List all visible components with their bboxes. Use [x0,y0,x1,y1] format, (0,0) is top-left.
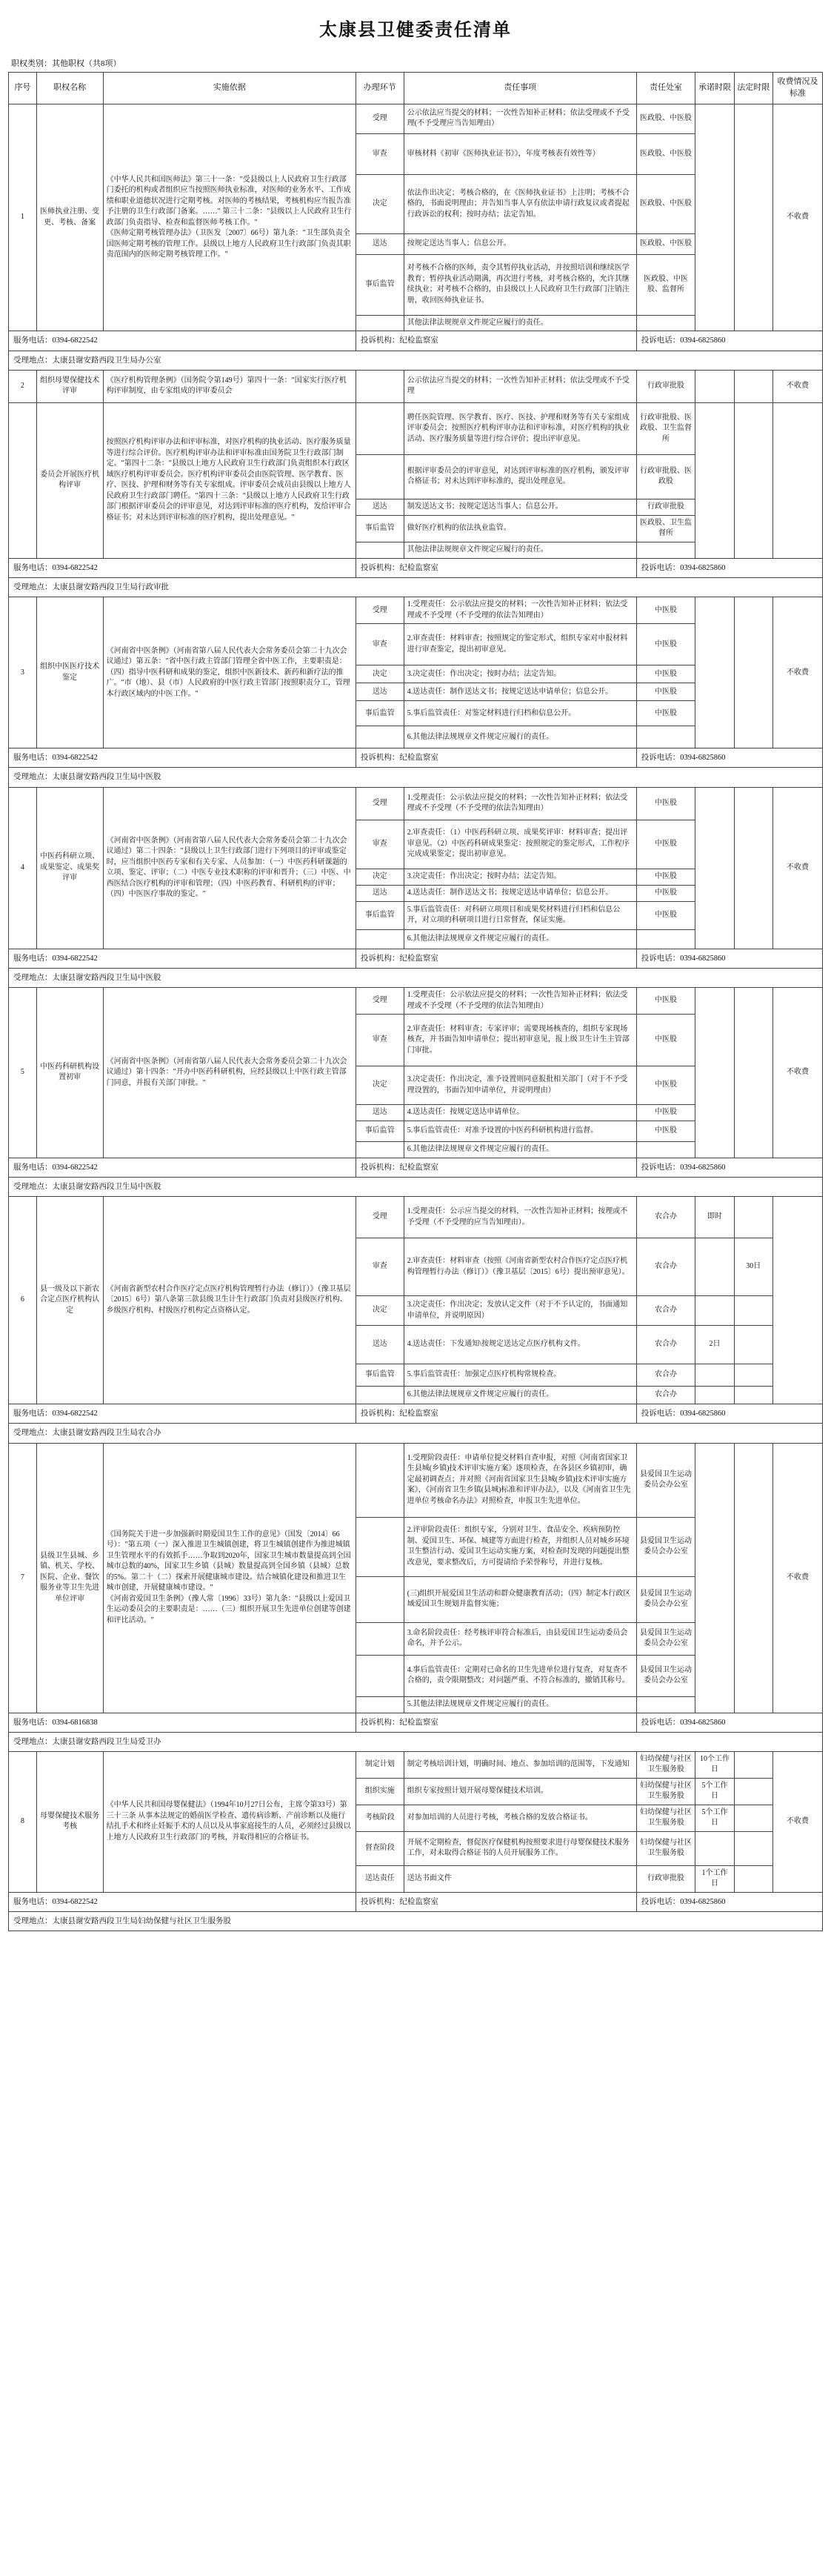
item-legal-time [734,402,772,558]
stage-name: 受理 [356,988,404,1015]
item-fee: 不收费 [772,787,822,949]
stage-duty: 3.决定责任：作出决定；发放认定文件（对于不予认定的，书面通知申请单位，并说明原因） [404,1296,636,1326]
item-basis: 《河南省新型农村合作医疗定点医疗机构管理暂行办法（修订）》（豫卫基层〔2015〕6号）第八条第三款县级卫生计生行政部门负责对县级医疗机构、乡级医疗机构、村级医疗机构定点资格认定。 [103,1197,356,1404]
stage-dept: 行政审批股 [636,499,695,515]
stage-dept: 中医股 [636,869,695,885]
complaint-phone: 投诉电话：0394-6825860 [636,1158,822,1177]
stage-dept [636,929,695,949]
stage-duty: 3.决定责任：作出决定；按时办结；法定告知。 [404,665,636,683]
header-cell: 职权名称 [36,73,103,104]
item-legal-time [734,597,772,748]
item-promise-time [695,104,734,331]
item-number [9,402,37,558]
stage-name: 受理 [356,104,404,133]
stage-duty: 4.事后监管责任：定期对已命名的卫生先进单位进行复查，对复查不合格的，责令限期整改；对问题严重、不符合标准的，撤销其称号。 [404,1655,636,1696]
table-row [9,1443,823,1517]
stage-name [356,1655,404,1696]
complaint-org: 投诉机构：纪检监察室 [356,558,636,577]
table-row [9,104,823,133]
stage-legal-time [734,1387,772,1404]
stage-duty: 1.受理责任：公示应当提交的材料，一次性告知补正材料；按理或不予受理（不予受理的应当告知理由）。 [404,1197,636,1238]
stage-legal-time [734,1805,772,1831]
acceptance-address: 受理地点：太康县谢安路西段卫生局农合办 [9,1424,823,1443]
stage-dept: 农合办 [636,1197,695,1238]
table-row [9,1197,823,1238]
service-phone: 服务电话：0394-6822542 [9,949,356,968]
stage-name: 事后监管 [356,1121,404,1142]
stage-duty: 组织专家按照计划开展母婴保健技术培训。 [404,1778,636,1805]
acceptance-address: 受理地点：太康县谢安路西段卫生局办公室 [9,351,823,370]
stage-legal-time [734,1865,772,1892]
stage-legal-time [734,1326,772,1364]
stage-dept: 行政审批股 [636,1865,695,1892]
item-number: 1 [9,104,37,331]
contact-row [9,949,823,968]
complaint-phone: 投诉电话：0394-6825860 [636,558,822,577]
stage-name: 决定 [356,665,404,683]
complaint-org: 投诉机构：纪检监察室 [356,1713,636,1732]
item-name: 委员会开展医疗机构评审 [36,402,103,558]
stage-name: 事后监管 [356,254,404,315]
stage-duty: 5.其他法律法规规章文件规定应履行的责任。 [404,1696,636,1713]
stage-name: 决定 [356,869,404,885]
item-number: 5 [9,988,37,1158]
item-promise-time [695,402,734,558]
stage-duty: 送达书面文件 [404,1865,636,1892]
item-fee: 不收费 [772,1443,822,1713]
stage-dept: 中医股 [636,683,695,701]
address-row [9,1177,823,1196]
stage-dept: 中医股 [636,1066,695,1105]
category-line: 职权类别：其他职权（共8项） [11,59,121,68]
service-phone: 服务电话：0394-6816838 [9,1713,356,1732]
item-legal-time [734,988,772,1158]
stage-name: 送达 [356,499,404,515]
stage-dept: 农合办 [636,1364,695,1387]
stage-duty: 6.其他法律法规规章文件规定应履行的责任。 [404,1387,636,1404]
stage-promise-time: 即时 [695,1197,734,1238]
item-promise-time [695,988,734,1158]
stage-dept: 县爱国卫生运动委员会办公室 [636,1655,695,1696]
stage-name: 受理 [356,787,404,820]
stage-dept: 县爱国卫生运动委员会办公室 [636,1622,695,1655]
address-row [9,1424,823,1443]
stage-name [356,1622,404,1655]
stage-name: 制定计划 [356,1751,404,1778]
stage-promise-time: 2日 [695,1326,734,1364]
responsibility-table [8,72,823,1931]
page [8,0,823,1931]
address-row [9,1912,823,1931]
stage-legal-time [734,1778,772,1805]
stage-duty: 其他法律法规规章文件规定应履行的责任。 [404,542,636,558]
stage-name: 审查 [356,820,404,869]
complaint-phone: 投诉电话：0394-6825860 [636,1892,822,1911]
stage-name: 送达 [356,1326,404,1364]
stage-name: 送达 [356,1105,404,1121]
item-number: 7 [9,1443,37,1713]
item-legal-time [734,370,772,402]
stage-duty: 6.其他法律法规规章文件规定应履行的责任。 [404,1142,636,1158]
stage-promise-time [695,1831,734,1865]
stage-duty: 5.事后监管责任：对准予设置的中医药科研机构进行监督。 [404,1121,636,1142]
stage-name [356,402,404,454]
contact-row [9,558,823,577]
stage-duty: 4.送达责任：制作送达文书；按规定送达申请单位；信息公开。 [404,683,636,701]
stage-dept: 行政审批股、医政股、卫生监督所 [636,402,695,454]
complaint-org: 投诉机构：纪检监察室 [356,949,636,968]
stage-name: 决定 [356,1296,404,1326]
table-row [9,402,823,454]
stage-duty: 2.评审阶段责任：组织专家，分别对卫生、食品安全、疾病预防控制、爱国卫生、环保、城建等方面进行检查，并组织人员对城乡环境卫生整洁行动、爱国卫生运动实施方案，对检查时发现的问题提出整改意见，要求整改后，方可提请给予荣誉称号，并进行复核。 [404,1517,636,1576]
stage-duty: 公示依法应当提交的材料；一次性告知补正材料；依法受理或不予受理 [404,370,636,402]
address-row [9,578,823,597]
stage-dept: 行政审批股、医政股 [636,454,695,499]
stage-duty: 4.送达责任：按规定送达申请单位。 [404,1105,636,1121]
stage-dept [636,542,695,558]
header-cell: 责任事项 [404,73,636,104]
address-row [9,968,823,987]
stage-dept: 医政股、中医股、监督所 [636,254,695,315]
stage-name [356,1576,404,1622]
table-header-row [9,73,823,104]
stage-name: 事后监管 [356,515,404,542]
table-row [9,1751,823,1778]
service-phone: 服务电话：0394-6822542 [9,1404,356,1424]
stage-duty: 对考核不合格的医师，责令其暂停执业活动，并按照培训和继续医学教育；暂停执业活动期满，再次进行考核，对考核合格的，允许其继续执业；对考核不合格的，由县级以上人民政府卫生行政部门注销注册，收回医师执业证书。 [404,254,636,315]
stage-duty: 1.受理责任：公示依法应提交的材料；一次性告知补正材料；依法受理或不予受理（不予受理的依法告知理由） [404,787,636,820]
stage-dept: 农合办 [636,1387,695,1404]
complaint-phone: 投诉电话：0394-6825860 [636,1713,822,1732]
complaint-phone: 投诉电话：0394-6825860 [636,949,822,968]
contact-row [9,1404,823,1424]
stage-name: 受理 [356,597,404,624]
table-row [9,597,823,624]
stage-duty: 4.送达责任：制作送达文书；按规定送达申请单位；信息公开。 [404,885,636,901]
stage-name [356,315,404,331]
complaint-phone: 投诉电话：0394-6825860 [636,1404,822,1424]
item-name: 中医药科研立项、成果鉴定、成果奖评审 [36,787,103,949]
stage-duty: 聘任医院管理、医学教育、医疗、医技、护理和财务等有关专家组成评审委员会；按照医疗机构评审办法和评审标准，对医疗机构的执业活动、医疗服务质量等进行综合评价；提出评审意见。 [404,402,636,454]
acceptance-address: 受理地点：太康县谢安路西段卫生局中医股 [9,968,823,987]
stage-name: 送达 [356,233,404,254]
stage-dept: 县爱国卫生运动委员会办公室 [636,1443,695,1517]
acceptance-address: 受理地点：太康县谢安路西段卫生局中医股 [9,1177,823,1196]
acceptance-address: 受理地点：太康县谢安路西段卫生局爱卫办 [9,1732,823,1751]
item-name: 组织中医医疗技术鉴定 [36,597,103,748]
stage-dept: 行政审批股 [636,370,695,402]
stage-promise-time [695,1364,734,1387]
header-cell: 办理环节 [356,73,404,104]
stage-legal-time [734,1831,772,1865]
stage-promise-time: 5个工作日 [695,1805,734,1831]
stage-duty: 其他法律法规规章文件规定应履行的责任。 [404,315,636,331]
contact-row [9,1158,823,1177]
stage-dept: 县爱国卫生运动委员会办公室 [636,1576,695,1622]
header-cell: 法定时限 [734,73,772,104]
stage-name: 审查 [356,1238,404,1296]
contact-row [9,1713,823,1732]
stage-duty: 依法作出决定；考核合格的，在《医师执业证书》上注明；考核不合格的，书面说明理由；并告知当事人享有依法申请行政复议或者提起行政诉讼的权利；按时办结；法定告知。 [404,174,636,233]
complaint-org: 投诉机构：纪检监察室 [356,1404,636,1424]
stage-duty: 2.审查责任：（1）中医药科研立项、成果奖评审：材料审查；提出评审意见。（2）中医药科研成果鉴定：按照规定的鉴定形式，工作程序完成成果鉴定；提出初审意见。 [404,820,636,869]
item-basis: 《医疗机构管理条例》（国务院令第149号）第四十一条："国家实行医疗机构评审制度，由专家组成的评审委员会 [103,370,356,402]
stage-duty: 开展不定期检查，督促医疗保健机构按照要求进行母婴保健技术服务工作，对未取得合格证书的人员开展服务工作。 [404,1831,636,1865]
stage-name: 事后监管 [356,701,404,726]
stage-name: 督查阶段 [356,1831,404,1865]
stage-duty: 1.受理责任：公示依法应提交的材料；一次性告知补正材料；依法受理或不予受理（不予受理的依法告知理由） [404,988,636,1015]
item-number: 8 [9,1751,37,1892]
stage-duty: 6.其他法律法规规章文件规定应履行的责任。 [404,929,636,949]
stage-dept: 中医股 [636,901,695,929]
stage-duty: 2.审查责任：材料审查；专家评审；需要现场核查的，组织专家现场核查，并书面告知申请单位；提出初审意见，报上级卫生计生主管部门审批。 [404,1015,636,1066]
stage-dept: 妇幼保健与社区卫生服务股 [636,1805,695,1831]
stage-duty: 公示依法应当提交的材料；一次性告知补正材料；依法受理或不予受理(不予受理应当告知理由） [404,104,636,133]
item-fee: 不收费 [772,370,822,402]
stage-name: 事后监管 [356,901,404,929]
stage-dept: 农合办 [636,1296,695,1326]
address-row [9,351,823,370]
stage-dept [636,1142,695,1158]
item-name: 组织母婴保健技术评审 [36,370,103,402]
header-cell: 承诺时限 [695,73,734,104]
stage-promise-time: 1个工作日 [695,1865,734,1892]
stage-name: 审查 [356,1015,404,1066]
item-name: 县一级及以下新农合定点医疗机构认定 [36,1197,103,1404]
stage-dept: 县爱国卫生运动委员会办公室 [636,1517,695,1576]
address-row [9,768,823,787]
item-fee: 不收费 [772,1751,822,1892]
stage-dept: 中医股 [636,787,695,820]
complaint-org: 投诉机构：纪检监察室 [356,331,636,351]
stage-duty: 5.事后监管责任：加强定点医疗机构常规检查。 [404,1364,636,1387]
item-basis: 《国务院关于进一步加强新时期爱国卫生工作的意见》（国发〔2014〕66号）："第五项（一）深入推进卫生城镇创建，将卫生城镇创建作为推进城镇卫生管理水平的有效抓手……争取到2020年，国家卫生城市数量提高到全国城市总数的40%，国家卫生乡镇（县城）数量提高到全国乡镇（县城）总数的5%。第二十（二）探索开展健康城市建设。结合城镇化建设和推进卫生城市创建，开展健康城市建设。" 《河南省爱国卫生条例》（豫人常〔1996〕33号）第九条："县级以上爱国卫生运动委员会的主要职责是：……（三）组织开展卫生先进单位创建等创建和评比活动。" [103,1443,356,1713]
stage-dept [636,315,695,331]
stage-duty: 审核材料《初审《医师执业证书》》，年度考核表有效性等） [404,133,636,174]
stage-name [356,1443,404,1517]
table-row [9,787,823,820]
stage-duty: 制定考核培训计划，明确时间、地点、参加培训的范围等，下发通知 [404,1751,636,1778]
table-row [9,988,823,1015]
item-promise-time [695,370,734,402]
stage-name [356,1142,404,1158]
stage-promise-time [695,1296,734,1326]
stage-name: 审查 [356,133,404,174]
stage-name [356,726,404,748]
stage-dept: 中医股 [636,1015,695,1066]
item-number: 4 [9,787,37,949]
stage-name: 决定 [356,1066,404,1105]
stage-dept: 中医股 [636,624,695,665]
stage-duty: 3.决定责任：作出决定，准予设置则同意报批相关部门（对于不予受理设置的，书面告知申请单位，并说明理由） [404,1066,636,1105]
stage-name: 组织实施 [356,1778,404,1805]
item-legal-time [734,787,772,949]
stage-legal-time [734,1364,772,1387]
stage-duty: 2.审查责任：材料审查；按照规定的鉴定形式，组织专家对申报材料进行审查鉴定，提出初审意见。 [404,624,636,665]
stage-dept: 中医股 [636,701,695,726]
stage-duty: 对参加培训的人员进行考核，考核合格的发放合格证书。 [404,1805,636,1831]
service-phone: 服务电话：0394-6822542 [9,331,356,351]
stage-name [356,1517,404,1576]
stage-dept [636,726,695,748]
stage-dept: 医政股、中医股 [636,104,695,133]
item-fee: 不收费 [772,597,822,748]
contact-row [9,331,823,351]
item-basis: 《河南省中医条例》（河南省第八届人民代表大会常务委员会第二十九次会议通过）第十四条："开办中医药科研机构，应经县级以上中医行政主管部门同意，并报有关部门审批。" [103,988,356,1158]
stage-duty: 根据评审委员会的评审意见，对达到评审标准的医疗机构，颁发评审合格证书；对未达到评审标准的，提出处理意见。 [404,454,636,499]
acceptance-address: 受理地点：太康县谢安路西段卫生局行政审批 [9,578,823,597]
service-phone: 服务电话：0394-6822542 [9,748,356,768]
complaint-org: 投诉机构：纪检监察室 [356,1892,636,1911]
stage-duty: 1.受理责任：公示依法应提交的材料；一次性告知补正材料；依法受理或不予受理（不予受理的依法告知理由） [404,597,636,624]
complaint-org: 投诉机构：纪检监察室 [356,748,636,768]
item-basis: 《河南省中医条例》（河南省第八届人民代表大会常务委员会第二十九次会议通过）第五条："省中医行政主管部门管理全省中医工作，主要职责是：（四）指导中医科研和成果的鉴定，组织中医新技术、新药和新疗法的推广。"市（地）、县（市）人民政府的中医行政主管部门按照职责分工，管理本行政区域内的中医工作。" [103,597,356,748]
item-name: 医师执业注册、变更、考核、备案 [36,104,103,331]
stage-name: 受理 [356,1197,404,1238]
item-name: 中医药科研机构设置初审 [36,988,103,1158]
stage-promise-time: 10个工作日 [695,1751,734,1778]
header-cell: 实施依据 [103,73,356,104]
stage-name [356,1387,404,1404]
table-body [9,104,823,1931]
header-cell: 责任处室 [636,73,695,104]
stage-dept: 医政股、卫生监督所 [636,515,695,542]
item-promise-time [695,1443,734,1713]
item-fee [772,1197,822,1404]
stage-duty: 4.送达责任：下发通知\按规定送达定点医疗机构文件。 [404,1326,636,1364]
stage-dept: 中医股 [636,885,695,901]
complaint-phone: 投诉电话：0394-6825860 [636,748,822,768]
table-row [9,370,823,402]
contact-row [9,1892,823,1911]
stage-dept: 农合办 [636,1238,695,1296]
item-legal-time [734,104,772,331]
stage-dept: 中医股 [636,1121,695,1142]
item-basis: 按照医疗机构评审办法和评审标准，对医疗机构的执业活动、医疗服务质量等进行综合评价。医疗机构评审办法和评审标准由国务院卫生行政部门制定。"第四十二条："县级以上地方人民政府卫生行政部门负责组织本行政区域医疗机构评审委员会。医疗机构评审委员会由医院管理、医学教育、医疗、医技、护理和财务等有关专家组成。评审委员会成员由县级以上地方人民政府卫生行政部门聘任。"第四十三条："县级以上地方人民政府卫生行政部门根据评审委员会的评审意见，对达到评审标准的医疗机构，发给评审合格证书；对未达到评审标准的医疗机构，提出处理意见。" [103,402,356,558]
stage-dept: 中医股 [636,1105,695,1121]
stage-name [356,454,404,499]
stage-name [356,370,404,402]
stage-name: 事后监管 [356,1364,404,1387]
acceptance-address: 受理地点：太康县谢安路西段卫生局妇幼保健与社区卫生服务股 [9,1912,823,1931]
stage-legal-time [734,1197,772,1238]
stage-dept: 医政股、中医股 [636,133,695,174]
item-promise-time [695,787,734,949]
stage-duty: (三)组织开展爱国卫生活动和群众健康教育活动；（四）制定本行政区域爱国卫生规划并监督实施； [404,1576,636,1622]
item-fee: 不收费 [772,988,822,1158]
stage-dept: 中医股 [636,597,695,624]
stage-name: 送达 [356,885,404,901]
stage-dept: 医政股、中医股 [636,233,695,254]
item-number: 2 [9,370,37,402]
header-cell: 序号 [9,73,37,104]
stage-name: 考核阶段 [356,1805,404,1831]
stage-dept: 妇幼保健与社区卫生服务股 [636,1778,695,1805]
stage-name [356,929,404,949]
complaint-phone: 投诉电话：0394-6825860 [636,331,822,351]
stage-name: 审查 [356,624,404,665]
service-phone: 服务电话：0394-6822542 [9,558,356,577]
stage-name [356,1696,404,1713]
item-basis: 《中华人民共和国医师法》第三十一条："受县级以上人民政府卫生行政部门委托的机构或者组织应当按照医师执业标准，对医师的业务水平、工作成绩和职业道德状况进行定期考核。对医师的考核结果，考核机构应当报告准予注册的卫生行政部门备案。……" 第三十二条："县级以上人民政府卫生行政部门负责指导、检查和监督医师考核工作。" 《医师定期考核管理办法》（卫医发〔2007〕66号）第九条："卫生部负责全国医师定期考核的管理工作。县级以上地方人民政府卫生行政部门负责其职责范围内的医师定期考核管理工作。" [103,104,356,331]
contact-row [9,748,823,768]
item-promise-time [695,597,734,748]
item-name: 县级卫生县城、乡镇、机关、学校、医院、企业、餐饮服务业等卫生先进单位评审 [36,1443,103,1713]
stage-legal-time [734,1751,772,1778]
item-basis: 《河南省中医条例》（河南省第八届人民代表大会常务委员会第二十九次会议通过）第二十四条："县级以上卫生行政部门进行下列项目的评审或鉴定时，应当组织中医药专家和有关专家、人员参加：（一）中医药科研课题的立项、鉴定、评审；（二）中医专业技术职称的评审和晋升；（三）中医、中西医结合医疗机构的评审和管理；（四）中医药教育、科研机构的评审；（四）中医医疗事故的鉴定。" [103,787,356,949]
stage-promise-time: 5个工作日 [695,1778,734,1805]
item-basis: 《中华人民共和国母婴保健法》（1994年10月27日公布，主席令第33号）第三十三条 从事本法规定的婚前医学检查、遗传病诊断、产前诊断以及施行结扎手术和终止妊娠手术的人员以及从事家庭接生的人员，必须经过县级以上地方人民政府卫生行政部门的考核，并取得相应的合格证书。 [103,1751,356,1892]
header-cell: 收费情况及标准 [772,73,822,104]
stage-legal-time: 30日 [734,1238,772,1296]
stage-duty: 5.事后监管责任：对科研立项项目和成果奖材料进行归档和信息公开，对立项的科研项目进行日常督查，保证实施。 [404,901,636,929]
stage-dept: 农合办 [636,1326,695,1364]
item-number: 3 [9,597,37,748]
stage-duty: 1.受理阶段责任：申请单位提交材料自查申报，对照《河南省国家卫生县城(乡镇)技术评审实施方案》逐项检查，在各县区乡镇初审，确定最初调查点；并对照《河南省国家卫生县城(乡镇)技术评审实施方案》，《河南省卫生乡镇(县城)标准和评审办法》，以及《河南省卫生先进单位考核命名办法》对照检查，申报卫生先进单位。 [404,1443,636,1517]
stage-duty: 6.其他法律法规规章文件规定应履行的责任。 [404,726,636,748]
stage-duty: 5.事后监管责任：对鉴定材料进行归档和信息公开。 [404,701,636,726]
stage-promise-time [695,1238,734,1296]
stage-name [356,542,404,558]
stage-name: 决定 [356,174,404,233]
stage-name: 送达 [356,683,404,701]
stage-duty: 3.决定责任：作出决定；按时办结；法定告知。 [404,869,636,885]
stage-duty: 制发送达文书；按规定送达当事人；信息公开。 [404,499,636,515]
service-phone: 服务电话：0394-6822542 [9,1892,356,1911]
item-legal-time [734,1443,772,1713]
page-title: 太康县卫健委责任清单 [319,21,512,40]
stage-dept: 中医股 [636,820,695,869]
stage-dept: 医政股、中医股 [636,174,695,233]
complaint-org: 投诉机构：纪检监察室 [356,1158,636,1177]
stage-dept: 妇幼保健与社区卫生服务股 [636,1751,695,1778]
item-name: 母婴保健技术服务考核 [36,1751,103,1892]
acceptance-address: 受理地点：太康县谢安路西段卫生局中医股 [9,768,823,787]
stage-duty: 做好医疗机构的依法执业监管。 [404,515,636,542]
item-fee: 不收费 [772,104,822,331]
stage-legal-time [734,1296,772,1326]
stage-dept: 中医股 [636,665,695,683]
service-phone: 服务电话：0394-6822542 [9,1158,356,1177]
stage-dept: 中医股 [636,988,695,1015]
stage-duty: 按规定送达当事人；信息公开。 [404,233,636,254]
item-fee [772,402,822,558]
stage-duty: 2.审查责任：材料审查（按照《河南省新型农村合作医疗定点医疗机构管理暂行办法（修订）》（豫卫基层〔2015〕6号）提出预审意见）。 [404,1238,636,1296]
item-number: 6 [9,1197,37,1404]
stage-dept [636,1696,695,1713]
stage-duty: 3.命名阶段责任：经考核评审符合标准后，由县爱国卫生运动委员会命名，并予公示。 [404,1622,636,1655]
stage-promise-time [695,1387,734,1404]
address-row [9,1732,823,1751]
stage-name: 送达责任 [356,1865,404,1892]
stage-dept: 妇幼保健与社区卫生服务股 [636,1831,695,1865]
